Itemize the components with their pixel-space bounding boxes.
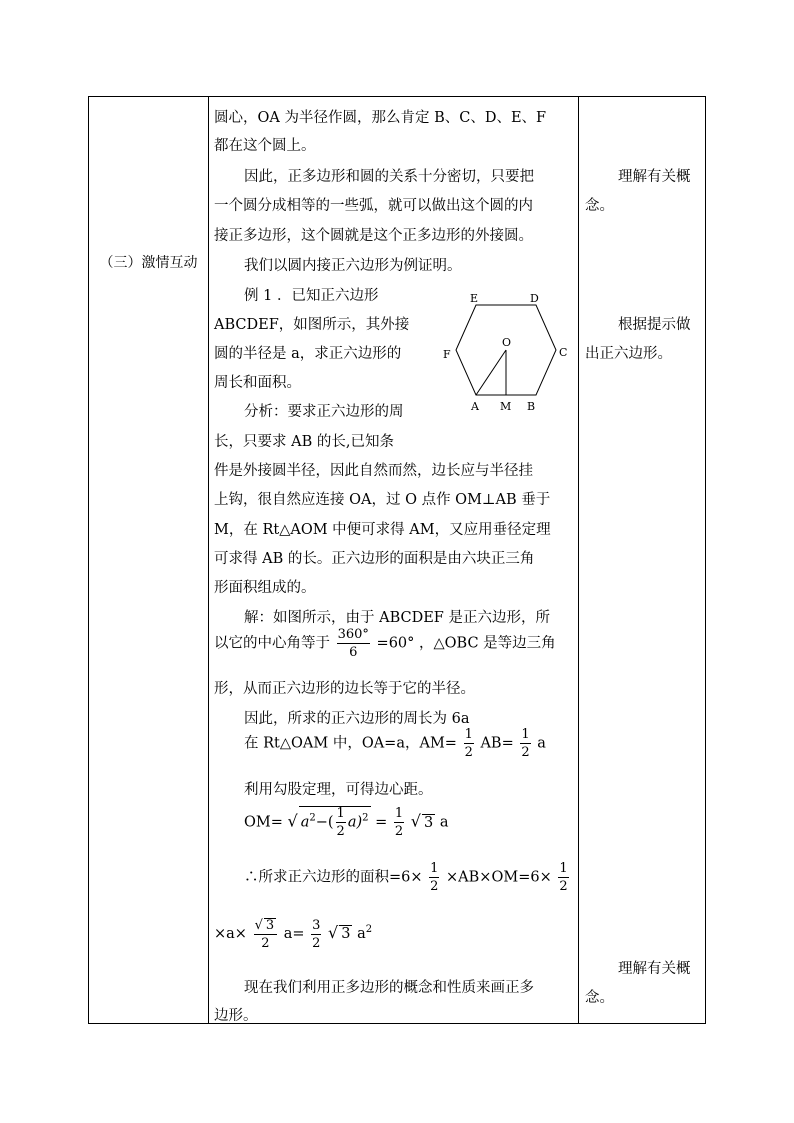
variable-a: a (537, 735, 546, 752)
minus-paren: −( (315, 814, 334, 831)
text-line: 一个圆分成相等的一些弧，就可以做出这个圆的内 (214, 198, 533, 214)
fraction-numerator: 1 (430, 861, 439, 876)
radicand (299, 806, 371, 838)
analysis-line: 件是外接圆半径，因此自然而然，边长应与半径挂 (214, 463, 533, 479)
note-line: 念。 (585, 990, 614, 1006)
radicand-3: 3 (423, 814, 434, 831)
fraction-numerator: 1 (559, 861, 568, 876)
example-line: 周长和面积。 (214, 375, 301, 391)
fraction-one-half (336, 807, 346, 838)
fraction-numerator: 1 (521, 727, 530, 742)
ab-text: AB= (480, 735, 514, 752)
fraction-sqrt3-over-2 (254, 918, 278, 950)
analysis-line: 形面积组成的。 (214, 580, 316, 596)
exponent: 2 (309, 812, 316, 824)
fraction-denominator: 2 (559, 879, 568, 894)
exponent: 2 (362, 812, 369, 824)
text-line: 接正多边形，这个圆就是这个正多边形的外接圆。 (214, 228, 533, 244)
fraction-numerator: 360° (337, 627, 369, 642)
fraction-one-half (464, 728, 474, 759)
variable-a: a (300, 814, 310, 831)
radicand-3: 3 (265, 918, 275, 933)
fraction-denominator: 2 (312, 935, 321, 951)
analysis-line: M，在 Rt△AOM 中便可求得 AM，又应用垂径定理 (214, 522, 551, 538)
solution-line-central-angle (214, 628, 556, 659)
section-title: （三）激情互动 (99, 255, 198, 271)
fraction-three-halves (311, 919, 321, 950)
area-text: a= (283, 926, 305, 942)
fraction-denominator: 2 (394, 824, 404, 839)
variable-a-close: a) (347, 814, 363, 831)
area-text: ×AB×OM=6× (446, 869, 552, 886)
fraction-denominator: 2 (430, 879, 439, 894)
am-text: 在 Rt△OAM 中，OA=a，AM= (244, 735, 457, 752)
sqrt-icon: √ (328, 923, 339, 942)
variable-a: a (439, 814, 449, 831)
sqrt-icon: √ (254, 918, 263, 933)
note-line: 出正六边形。 (585, 346, 672, 362)
fraction-denominator: 2 (261, 936, 270, 951)
fraction-denominator: 6 (349, 645, 358, 660)
label-m: M (500, 400, 512, 413)
om-formula (244, 806, 448, 838)
fraction-numerator: 3 (312, 917, 321, 933)
analysis-line: 上钩，很自然应连接 OA，过 O 点作 OM⊥AB 垂于 (214, 492, 551, 508)
central-angle-text: 以它的中心角等于 (214, 635, 330, 652)
solution-line: 利用勾股定理，可得边心距。 (244, 782, 433, 798)
solution-line: 解：如图所示，由于 ABCDEF 是正六边形，所 (244, 610, 550, 626)
label-a: A (471, 400, 479, 413)
hexagon-figure (432, 290, 582, 415)
fraction-one-half (558, 862, 568, 893)
analysis-line: 可求得 AB 的长。正六边形的面积是由六块正三角 (214, 551, 535, 567)
text-line: 都在这个圆上。 (214, 138, 316, 154)
text-line: 现在我们利用正多边形的概念和性质来画正多 (244, 980, 534, 996)
exponent: 2 (365, 924, 373, 936)
text-line: 圆心，OA 为半径作圆，那么肯定 B、C、D、E、F (214, 110, 547, 126)
fraction-one-half (394, 807, 404, 838)
label-o: O (502, 336, 512, 349)
variable-a: a (357, 926, 366, 942)
label-d: D (530, 292, 539, 305)
fraction-one-half (429, 862, 439, 893)
om-label: OM= (244, 814, 283, 831)
example-line: 例 1 ．已知正六边形 (244, 288, 379, 304)
fraction-numerator: 1 (394, 806, 404, 821)
solution-line: 形，从而正六边形的边长等于它的半径。 (214, 681, 475, 697)
example-line: 圆的半径是 a，求正六边形的 (214, 346, 402, 362)
area-line-1 (244, 862, 571, 893)
equals: = (375, 814, 388, 831)
area-text: ×a× (214, 926, 247, 942)
text-line: 因此，正多边形和圆的关系十分密切，只要把 (244, 169, 534, 185)
fraction-numerator: 1 (464, 727, 473, 742)
column-divider-left (208, 97, 209, 1023)
fraction-numerator (254, 918, 278, 935)
label-f: F (443, 348, 451, 361)
label-e: E (470, 292, 479, 305)
note-line: 理解有关概 (618, 169, 691, 185)
sqrt-icon: √ (410, 811, 421, 831)
radicand-3: 3 (341, 926, 351, 942)
analysis-line: 分析：要求正六边形的周 (244, 404, 404, 420)
solution-line: 因此，所求的正六边形的周长为 6a (244, 711, 470, 727)
fraction-denominator: 2 (336, 824, 345, 839)
fraction-360-over-6 (337, 628, 370, 659)
label-b: B (527, 400, 536, 413)
fraction-denominator: 2 (521, 745, 530, 760)
fraction-numerator: 1 (336, 806, 345, 821)
text-line: 边形。 (214, 1008, 258, 1024)
label-c: C (559, 346, 568, 359)
example-line: ABCDEF，如图所示，其外接 (214, 317, 410, 333)
sqrt-icon: √ (287, 811, 298, 831)
fraction-denominator: 2 (464, 745, 473, 760)
segment-oa (476, 350, 506, 395)
analysis-line: 长，只要求 AB 的长,已知条 (214, 434, 394, 450)
central-angle-value: =60° (376, 635, 415, 652)
note-line: 理解有关概 (618, 961, 691, 977)
central-angle-tail: ，△OBC 是等边三角 (419, 635, 556, 652)
fraction-one-half (520, 728, 530, 759)
column-divider-right (578, 97, 579, 1023)
text-line: 我们以圆内接正六边形为例证明。 (244, 258, 462, 274)
area-text: ∴所求正六边形的面积=6× (244, 869, 423, 886)
solution-line-am (244, 728, 546, 759)
note-line: 念。 (585, 198, 614, 214)
note-line: 根据提示做 (618, 317, 691, 333)
area-line-2 (214, 918, 372, 950)
